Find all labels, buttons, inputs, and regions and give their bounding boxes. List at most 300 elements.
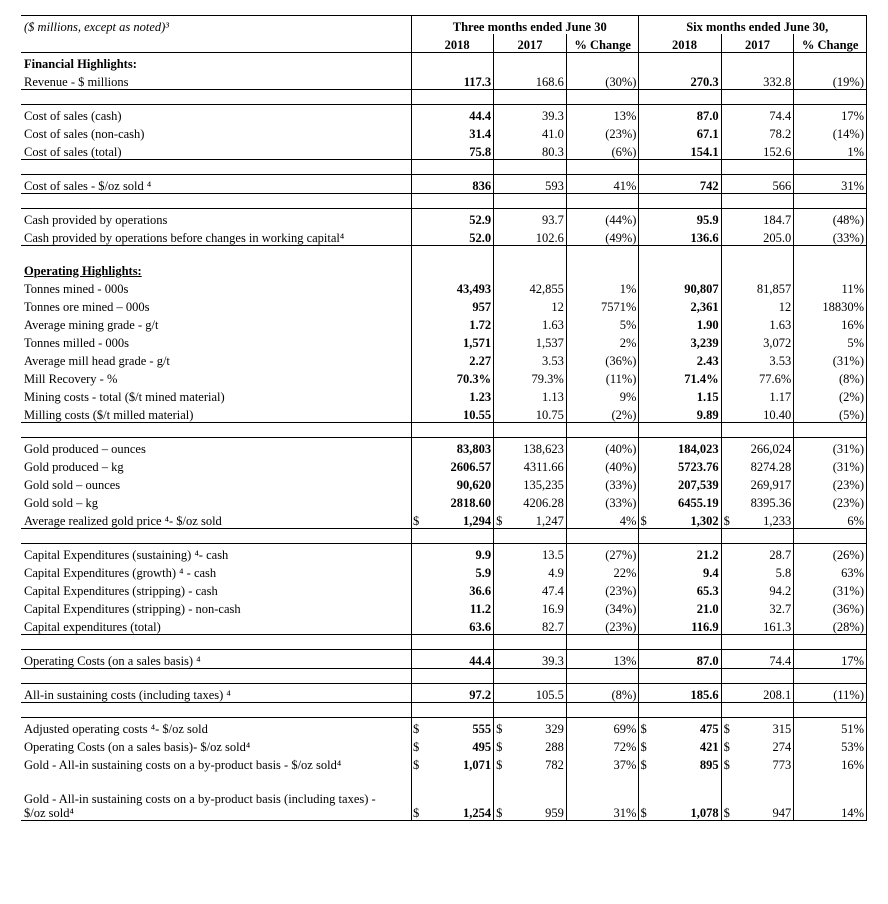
cell-value: 9% xyxy=(566,386,639,404)
row-label: Tonnes mined - 000s xyxy=(21,278,412,296)
table-row xyxy=(21,105,867,124)
cell-value: (44%) xyxy=(566,209,639,228)
cell-value: 5723.76 xyxy=(648,456,721,474)
row-label: Gold produced – kg xyxy=(21,456,412,474)
cell-value: (5%) xyxy=(794,404,867,423)
cell-value: 2818.60 xyxy=(421,492,494,510)
cell-value: 41% xyxy=(566,175,639,194)
dollar-sign xyxy=(412,598,422,616)
cell-value: 593 xyxy=(494,175,567,194)
row-label: Capital expenditures (total) xyxy=(21,616,412,635)
cell-value: 1,571 xyxy=(421,332,494,350)
cell-value: (31%) xyxy=(794,456,867,474)
dollar-sign xyxy=(412,580,422,598)
table-row xyxy=(21,141,867,160)
cell-value: 2.43 xyxy=(648,350,721,368)
cell-value: 13% xyxy=(566,650,639,669)
cell-value: 90,620 xyxy=(421,474,494,492)
cell-value: 10.75 xyxy=(494,404,567,423)
cell-value: 16% xyxy=(794,754,867,772)
cell-value: 1,294 xyxy=(421,510,494,529)
table-row xyxy=(21,314,867,332)
table-row xyxy=(21,580,867,598)
three-months-header: Three months ended June 30 xyxy=(421,16,639,35)
table-row xyxy=(21,296,867,314)
dollar-sign xyxy=(412,314,422,332)
dollar-sign xyxy=(412,350,422,368)
cell-value: 269,917 xyxy=(721,474,794,492)
cell-value: (19%) xyxy=(794,71,867,90)
section-header-row xyxy=(21,53,867,72)
dollar-sign xyxy=(639,456,649,474)
section-title-text: Financial Highlights: xyxy=(24,57,137,71)
cell-value: $ 1,233 xyxy=(721,510,794,529)
dollar-sign: $ xyxy=(496,806,503,820)
cell-value: 1% xyxy=(794,141,867,160)
dollar-sign xyxy=(639,209,649,228)
dollar-sign: $ xyxy=(723,740,730,754)
dollar-sign xyxy=(639,368,649,386)
cell-value: 74.4 xyxy=(721,650,794,669)
dollar-sign: $ xyxy=(723,514,730,528)
cell-value: 18830% xyxy=(794,296,867,314)
cell-value: (31%) xyxy=(794,350,867,368)
cell-value: 102.6 xyxy=(494,227,567,246)
table-row xyxy=(21,616,867,635)
cell-value: 185.6 xyxy=(648,684,721,703)
cell-value: 2% xyxy=(566,332,639,350)
row-label: Gold produced – ounces xyxy=(21,438,412,457)
cell-value: 1.90 xyxy=(648,314,721,332)
header-row-periods xyxy=(21,16,867,35)
cell-value: (33%) xyxy=(566,474,639,492)
cell-value: (23%) xyxy=(794,474,867,492)
cell-value: 63% xyxy=(794,562,867,580)
dollar-sign: $ xyxy=(412,510,422,529)
dollar-sign: $ xyxy=(723,806,730,820)
financial-highlights-table-container xyxy=(21,15,867,821)
row-label: Adjusted operating costs ⁴- $/oz sold xyxy=(21,718,412,737)
cell-value: 742 xyxy=(648,175,721,194)
dollar-sign xyxy=(639,544,649,563)
dollar-sign xyxy=(639,580,649,598)
row-label: Cost of sales (cash) xyxy=(21,105,412,124)
cell-value: 95.9 xyxy=(648,209,721,228)
row-label: Average mining grade - g/t xyxy=(21,314,412,332)
cell-value: 90,807 xyxy=(648,278,721,296)
row-label: Cost of sales (total) xyxy=(21,141,412,160)
cell-value: 75.8 xyxy=(421,141,494,160)
section-title xyxy=(21,260,412,278)
cell-value: 22% xyxy=(566,562,639,580)
cell-value: 184.7 xyxy=(721,209,794,228)
cell-value: 14% xyxy=(794,772,867,821)
cell-value: 270.3 xyxy=(648,71,721,90)
cell-value: 52.9 xyxy=(421,209,494,228)
table-row xyxy=(21,474,867,492)
table-row xyxy=(21,350,867,368)
col-3m-2017: 2017 xyxy=(494,34,567,53)
cell-value: 8274.28 xyxy=(721,456,794,474)
dollar-sign xyxy=(639,562,649,580)
section-title xyxy=(21,53,412,72)
table-row xyxy=(21,684,867,703)
dollar-sign xyxy=(639,474,649,492)
six-months-header: Six months ended June 30, xyxy=(648,16,866,35)
cell-value: 28.7 xyxy=(721,544,794,563)
dollar-sign: $ xyxy=(496,758,503,772)
dollar-sign xyxy=(639,314,649,332)
cell-value: 21.2 xyxy=(648,544,721,563)
table-row xyxy=(21,544,867,563)
cell-value: $ 274 xyxy=(721,736,794,754)
dollar-sign xyxy=(639,684,649,703)
cell-value: (36%) xyxy=(566,350,639,368)
cell-value: 78.2 xyxy=(721,123,794,141)
cell-value: 79.3% xyxy=(494,368,567,386)
cell-value: (48%) xyxy=(794,209,867,228)
cell-value: 13.5 xyxy=(494,544,567,563)
row-label: Gold - All-in sustaining costs on a by-product basis (including taxes) - $/oz sold⁴ xyxy=(21,772,412,821)
row-label: Operating Costs (on a sales basis) ⁴ xyxy=(21,650,412,669)
dollar-sign xyxy=(412,386,422,404)
cell-value: 1% xyxy=(566,278,639,296)
cell-value: 495 xyxy=(421,736,494,754)
spacer-row xyxy=(21,529,867,544)
cell-value: (8%) xyxy=(566,684,639,703)
row-label: Average mill head grade - g/t xyxy=(21,350,412,368)
col-6m-change: % Change xyxy=(794,34,867,53)
dollar-sign: $ xyxy=(639,510,649,529)
cell-value: 39.3 xyxy=(494,650,567,669)
spacer-row xyxy=(21,160,867,175)
cell-value: (34%) xyxy=(566,598,639,616)
cell-value: 4206.28 xyxy=(494,492,567,510)
dollar-sign xyxy=(639,105,649,124)
row-label: All-in sustaining costs (including taxes) ⁴ xyxy=(21,684,412,703)
cell-value: 63.6 xyxy=(421,616,494,635)
row-label: Gold sold – ounces xyxy=(21,474,412,492)
dollar-sign xyxy=(639,492,649,510)
cell-value: 161.3 xyxy=(721,616,794,635)
cell-value: 11.2 xyxy=(421,598,494,616)
cell-value: 83,803 xyxy=(421,438,494,457)
cell-value: 566 xyxy=(721,175,794,194)
cell-value: (2%) xyxy=(566,404,639,423)
cell-value: 5% xyxy=(566,314,639,332)
cell-value: (33%) xyxy=(566,492,639,510)
cell-value: 65.3 xyxy=(648,580,721,598)
dollar-sign: $ xyxy=(413,758,420,772)
table-row xyxy=(21,227,867,246)
cell-value: 81,857 xyxy=(721,278,794,296)
cell-value: 154.1 xyxy=(648,141,721,160)
dollar-sign xyxy=(639,175,649,194)
cell-value: 1.23 xyxy=(421,386,494,404)
dollar-sign xyxy=(412,456,422,474)
cell-value: 16% xyxy=(794,314,867,332)
cell-value: 21.0 xyxy=(648,598,721,616)
cell-value: 5.8 xyxy=(721,562,794,580)
cell-value: 3,239 xyxy=(648,332,721,350)
dollar-sign: $ xyxy=(639,718,649,737)
cell-value: (31%) xyxy=(794,438,867,457)
row-label: Capital Expenditures (growth) ⁴ - cash xyxy=(21,562,412,580)
cell-value: (33%) xyxy=(794,227,867,246)
dollar-sign: $ xyxy=(640,758,647,772)
dollar-sign: $ xyxy=(496,514,503,528)
cell-value: $ 329 xyxy=(494,718,567,737)
cell-value: 1,071 xyxy=(421,754,494,772)
section-header-row xyxy=(21,260,867,278)
dollar-sign xyxy=(639,438,649,457)
table-row xyxy=(21,332,867,350)
dollar-sign xyxy=(412,684,422,703)
cell-value: 6455.19 xyxy=(648,492,721,510)
cell-value: 80.3 xyxy=(494,141,567,160)
cell-value: (6%) xyxy=(566,141,639,160)
cell-value: 31% xyxy=(566,772,639,821)
dollar-sign xyxy=(639,123,649,141)
row-label: Tonnes ore mined – 000s xyxy=(21,296,412,314)
spacer-row xyxy=(21,669,867,684)
cell-value: 53% xyxy=(794,736,867,754)
cell-value: 1.63 xyxy=(721,314,794,332)
dollar-sign xyxy=(412,492,422,510)
cell-value: 12 xyxy=(721,296,794,314)
cell-value: 1,302 xyxy=(648,510,721,529)
dollar-sign xyxy=(639,386,649,404)
cell-value: 70.3% xyxy=(421,368,494,386)
cell-value: 74.4 xyxy=(721,105,794,124)
cell-value: 11% xyxy=(794,278,867,296)
header-row-years xyxy=(21,34,867,53)
cell-value: 136.6 xyxy=(648,227,721,246)
spacer-row xyxy=(21,635,867,650)
cell-value: 51% xyxy=(794,718,867,737)
cell-value: $ 782 xyxy=(494,754,567,772)
dollar-sign xyxy=(412,474,422,492)
cell-value: (11%) xyxy=(566,368,639,386)
dollar-sign xyxy=(412,278,422,296)
cell-value: 44.4 xyxy=(421,650,494,669)
dollar-sign xyxy=(412,175,422,194)
financial-highlights-table xyxy=(21,15,867,821)
cell-value: 2,361 xyxy=(648,296,721,314)
cell-value: 77.6% xyxy=(721,368,794,386)
cell-value: 135,235 xyxy=(494,474,567,492)
dollar-sign xyxy=(412,616,422,635)
row-label: Capital Expenditures (sustaining) ⁴- cash xyxy=(21,544,412,563)
cell-value: 72% xyxy=(566,736,639,754)
col-3m-2018: 2018 xyxy=(421,34,494,53)
cell-value: 2606.57 xyxy=(421,456,494,474)
cell-value: $ 315 xyxy=(721,718,794,737)
row-label: Gold - All-in sustaining costs on a by-product basis - $/oz sold⁴ xyxy=(21,754,412,772)
dollar-sign xyxy=(412,105,422,124)
dollar-sign: $ xyxy=(413,740,420,754)
cell-value: 1,078 xyxy=(648,772,721,821)
cell-value: (23%) xyxy=(566,123,639,141)
cell-value: 421 xyxy=(648,736,721,754)
cell-value: $ 1,247 xyxy=(494,510,567,529)
row-label: Gold sold – kg xyxy=(21,492,412,510)
cell-value: 957 xyxy=(421,296,494,314)
cell-value: 67.1 xyxy=(648,123,721,141)
dollar-sign xyxy=(412,141,422,160)
cell-value: 9.89 xyxy=(648,404,721,423)
cell-value: 31.4 xyxy=(421,123,494,141)
cell-value: 87.0 xyxy=(648,105,721,124)
row-label: Cash provided by operations before changes in working capital⁴ xyxy=(21,227,412,246)
cell-value: (23%) xyxy=(794,492,867,510)
cell-value: (28%) xyxy=(794,616,867,635)
table-row xyxy=(21,510,867,529)
cell-value: 97.2 xyxy=(421,684,494,703)
table-row xyxy=(21,123,867,141)
cell-value: 1.63 xyxy=(494,314,567,332)
table-row xyxy=(21,404,867,423)
cell-value: 5% xyxy=(794,332,867,350)
cell-value: $ 947 xyxy=(721,772,794,821)
dollar-sign: $ xyxy=(496,740,503,754)
cell-value: 184,023 xyxy=(648,438,721,457)
cell-value: 5.9 xyxy=(421,562,494,580)
cell-value: (8%) xyxy=(794,368,867,386)
cell-value: 36.6 xyxy=(421,580,494,598)
cell-value: (31%) xyxy=(794,580,867,598)
cell-value: 332.8 xyxy=(721,71,794,90)
cell-value: 895 xyxy=(648,754,721,772)
cell-value: 205.0 xyxy=(721,227,794,246)
cell-value: (26%) xyxy=(794,544,867,563)
spacer-row xyxy=(21,423,867,438)
cell-value: 1.72 xyxy=(421,314,494,332)
cell-value: (40%) xyxy=(566,438,639,457)
cell-value: (2%) xyxy=(794,386,867,404)
cell-value: 1,254 xyxy=(421,772,494,821)
table-row xyxy=(21,456,867,474)
dollar-sign xyxy=(412,296,422,314)
row-label: Average realized gold price ⁴- $/oz sold xyxy=(21,510,412,529)
table-row xyxy=(21,71,867,90)
cell-value: 3,072 xyxy=(721,332,794,350)
cell-value: 8395.36 xyxy=(721,492,794,510)
cell-value: 42,855 xyxy=(494,278,567,296)
cell-value: 17% xyxy=(794,650,867,669)
cell-value: 31% xyxy=(794,175,867,194)
cell-value: 2.27 xyxy=(421,350,494,368)
dollar-sign xyxy=(639,141,649,160)
dollar-sign: $ xyxy=(640,740,647,754)
cell-value: 47.4 xyxy=(494,580,567,598)
row-label: Capital Expenditures (stripping) - cash xyxy=(21,580,412,598)
cell-value: 1.17 xyxy=(721,386,794,404)
cell-value: 4311.66 xyxy=(494,456,567,474)
cell-value: 138,623 xyxy=(494,438,567,457)
cell-value: 16.9 xyxy=(494,598,567,616)
cell-value: 116.9 xyxy=(648,616,721,635)
cell-value: 208.1 xyxy=(721,684,794,703)
dollar-sign xyxy=(412,332,422,350)
cell-value: (11%) xyxy=(794,684,867,703)
table-row xyxy=(21,650,867,669)
cell-value: 39.3 xyxy=(494,105,567,124)
cell-value: 6% xyxy=(794,510,867,529)
dollar-sign xyxy=(412,650,422,669)
dollar-sign xyxy=(639,350,649,368)
spacer-row xyxy=(21,703,867,718)
cell-value: 41.0 xyxy=(494,123,567,141)
cell-value: 4% xyxy=(566,510,639,529)
dollar-sign xyxy=(639,650,649,669)
table-row xyxy=(21,562,867,580)
dollar-sign xyxy=(412,438,422,457)
cell-value: 12 xyxy=(494,296,567,314)
cell-value: 207,539 xyxy=(648,474,721,492)
cell-value: 152.6 xyxy=(721,141,794,160)
dollar-sign xyxy=(412,209,422,228)
cell-value: 17% xyxy=(794,105,867,124)
cell-value: (40%) xyxy=(566,456,639,474)
spacer-row xyxy=(21,194,867,209)
dollar-sign xyxy=(639,332,649,350)
cell-value: 82.7 xyxy=(494,616,567,635)
row-label: Cost of sales - $/oz sold ⁴ xyxy=(21,175,412,194)
dollar-sign xyxy=(639,598,649,616)
table-row xyxy=(21,754,867,772)
row-label: Revenue - $ millions xyxy=(21,71,412,90)
cell-value: (49%) xyxy=(566,227,639,246)
spacer-row xyxy=(21,246,867,261)
dollar-sign: $ xyxy=(412,772,422,821)
dollar-sign xyxy=(639,278,649,296)
cell-value: $ 959 xyxy=(494,772,567,821)
cell-value: 9.9 xyxy=(421,544,494,563)
section-title-text: Operating Highlights: xyxy=(24,264,142,278)
dollar-sign: $ xyxy=(496,722,503,736)
cell-value: 266,024 xyxy=(721,438,794,457)
row-label: Operating Costs (on a sales basis)- $/oz sold⁴ xyxy=(21,736,412,754)
dollar-sign: $ xyxy=(639,772,649,821)
cell-value: 168.6 xyxy=(494,71,567,90)
cell-value: 7571% xyxy=(566,296,639,314)
col-3m-change: % Change xyxy=(566,34,639,53)
cell-value: 32.7 xyxy=(721,598,794,616)
table-row xyxy=(21,736,867,754)
dollar-sign xyxy=(412,123,422,141)
cell-value: 475 xyxy=(648,718,721,737)
cell-value: 10.55 xyxy=(421,404,494,423)
col-6m-2018: 2018 xyxy=(648,34,721,53)
cell-value: 93.7 xyxy=(494,209,567,228)
row-label: Tonnes milled - 000s xyxy=(21,332,412,350)
cell-value: (36%) xyxy=(794,598,867,616)
dollar-sign xyxy=(639,296,649,314)
table-row xyxy=(21,598,867,616)
cell-value: 43,493 xyxy=(421,278,494,296)
spacer-row xyxy=(21,90,867,105)
dollar-sign: $ xyxy=(412,718,422,737)
table-row xyxy=(21,386,867,404)
dollar-sign xyxy=(412,227,422,246)
dollar-sign xyxy=(412,562,422,580)
row-label: Mill Recovery - % xyxy=(21,368,412,386)
dollar-sign: $ xyxy=(723,722,730,736)
row-label: Capital Expenditures (stripping) - non-cash xyxy=(21,598,412,616)
units-note: ($ millions, except as noted)³ xyxy=(21,16,412,35)
row-label: Cash provided by operations xyxy=(21,209,412,228)
